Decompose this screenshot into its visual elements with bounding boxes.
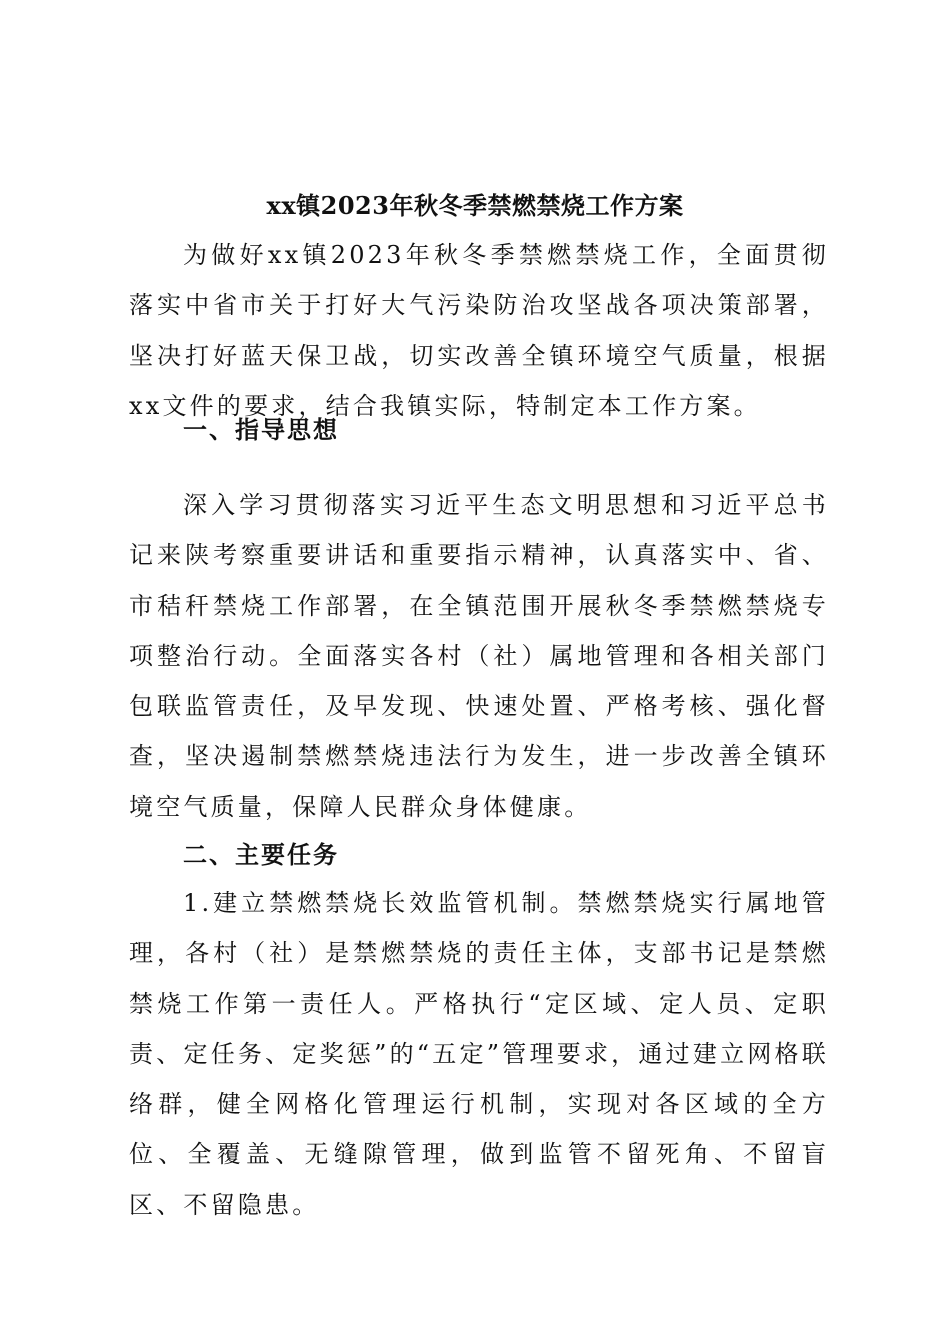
document-title: xx镇2023年秋冬季禁燃禁烧工作方案 [266,191,684,220]
section-paragraph-main-tasks: 1.建立禁燃禁烧长效监管机制。禁燃禁烧实行属地管理，各村（社）是禁燃禁烧的责任主体，支部书记是禁燃禁烧工作第一责任人。严格执行“定区域、定人员、定职责、定任务、定奖惩”的“五定”管理要求，通过建立网格联络群，健全网格化管理运行机制，实现对各区域的全方位、全覆盖、无缝隙管理，做到监管不留死角、不留盲区、不留隐患。 [129,889,829,1219]
section-heading-main-tasks: 二、主要任务 [183,840,339,869]
section-paragraph-guiding-ideology: 深入学习贯彻落实习近平生态文明思想和习近平总书记来陕考察重要讲话和重要指示精神，认真落实中、省、市秸秆禁烧工作部署，在全镇范围开展秋冬季禁燃禁烧专项整治行动。全面落实各村（社）属地管理和各相关部门包联监管责任，及早发现、快速处置、严格考核、强化督查，坚决遏制禁燃禁烧违法行为发生，进一步改善全镇环境空气质量，保障人民群众身体健康。 [129,491,829,821]
intro-paragraph: 为做好xx镇2023年秋冬季禁燃禁烧工作，全面贯彻落实中省市关于打好大气污染防治攻坚战各项决策部署，坚决打好蓝天保卫战，切实改善全镇环境空气质量，根据xx文件的要求，结合我镇实际，特制定本工作方案。 [129,241,829,420]
section-heading-guiding-ideology: 一、指导思想 [183,415,339,444]
